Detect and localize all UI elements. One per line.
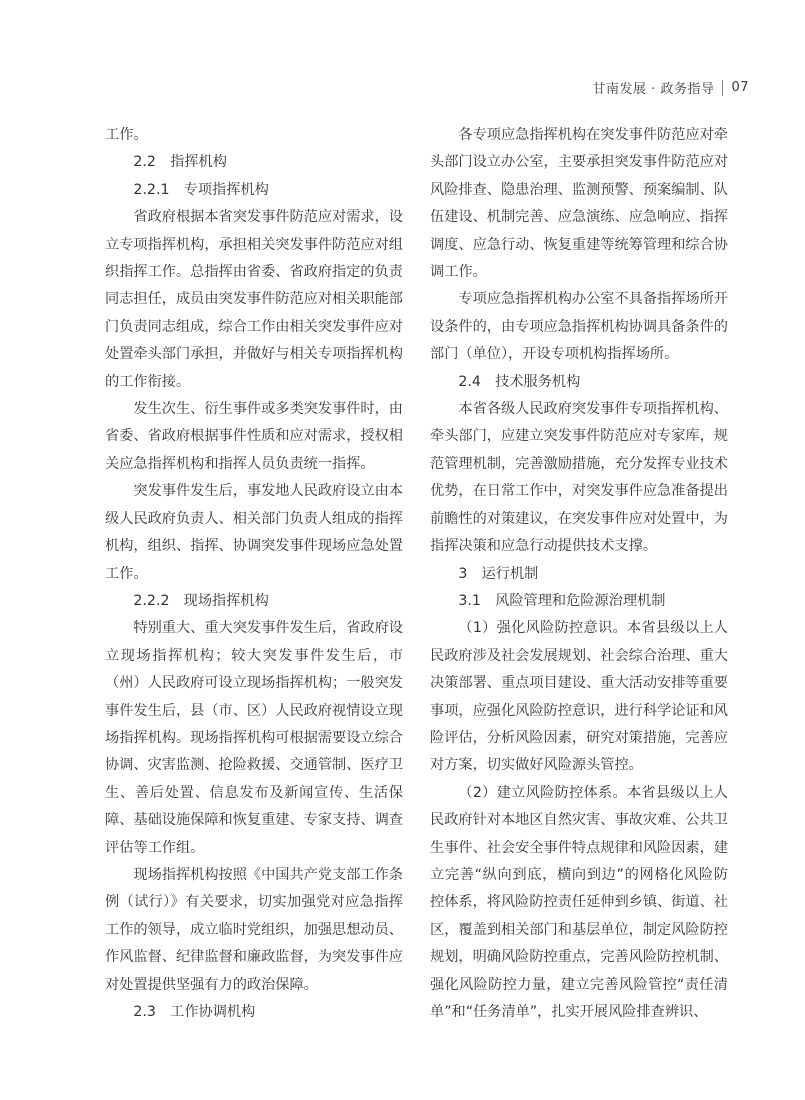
paragraph: 发生次生、衍生事件或多类突发事件时，由省委、省政府根据事件性质和应对需求，授权相关应急指挥机构和指挥人员负责统一指挥。 bbox=[105, 401, 403, 472]
section-heading: 2.4 技术服务机构 bbox=[458, 373, 581, 390]
running-header bbox=[593, 78, 749, 97]
paragraph: 各专项应急指挥机构在突发事件防范应对牵头部门设立办公室，主要承担突发事件防范应对风险排查、隐患治理、监测预警、预案编制、队伍建设、机制完善、应急演练、应急响应、指挥调度、应急行动、恢复重建等统筹管理和综合协调工作。 bbox=[430, 127, 728, 281]
page-number: 07 bbox=[731, 80, 749, 95]
header-title: 甘南发展 · 政务指导 bbox=[592, 82, 715, 97]
paragraph: 专项应急指挥机构办公室不具备指挥场所开设条件的，由专项应急指挥机构协调具备条件的部门（单位），开设专项机构指挥场所。 bbox=[430, 291, 728, 363]
paragraph: 省政府根据本省突发事件防范应对需求，设立专项指挥机构，承担相关突发事件防范应对组织指挥工作。总指挥由省委、省政府指定的负责同志担任，成员由突发事件防范应对相关职能部门负责同志组成，综合工作由相关突发事件应对处置牵头部门承担，并做好与相关专项指挥机构的工作衔接。 bbox=[105, 209, 403, 390]
section-heading: 2.2 指挥机构 bbox=[133, 154, 227, 171]
paragraph: 特别重大、重大突发事件发生后，省政府设立现场指挥机构；较大突发事件发生后，市（州）人民政府可设立现场指挥机构；一般突发事件发生后，县（市、区）人民政府视情设立现场指挥机构。现场指挥机构可根据需要设立综合协调、灾害监测、抢险救援、交通管制、医疗卫生、善后处置、信息发布及新闻宣传、生活保障、基础设施保障和恢复重建、专家支持、调查评估等工作组。 bbox=[105, 620, 403, 856]
section-heading: 2.2.2 现场指挥机构 bbox=[133, 592, 269, 609]
section-heading: 3 运行机制 bbox=[458, 565, 539, 582]
paragraph: 突发事件发生后，事发地人民政府设立由本级人民政府负责人、相关部门负责人组成的指挥机构，组织、指挥、协调突发事件现场应急处置工作。 bbox=[105, 483, 403, 582]
section-heading: 2.3 工作协调机构 bbox=[133, 1004, 256, 1020]
section-heading: 3.1 风险管理和危险源治理机制 bbox=[458, 592, 666, 609]
left-column bbox=[105, 122, 403, 1026]
right-column bbox=[430, 122, 728, 1026]
paragraph: （1）强化风险防控意识。本省县级以上人民政府涉及社会发展规划、社会综合治理、重大决策部署、重点项目建设、重大活动安排等重要事项，应强化风险防控意识，进行科学论证和风险评估，分析风险因素，研究对策措施，完善应对方案，切实做好风险源头管控。 bbox=[430, 620, 728, 774]
paragraph: 本省各级人民政府突发事件专项指挥机构、牵头部门，应建立突发事件防范应对专家库，规范管理机制，完善激励措施，充分发挥专业技术优势，在日常工作中，对突发事件应急准备提出前瞻性的对策建议，在突发事件应对处置中，为指挥决策和应急行动提供技术支撑。 bbox=[430, 401, 728, 555]
header-divider bbox=[722, 80, 723, 96]
paragraph: （2）建立风险防控体系。本省县级以上人民政府针对本地区自然灾害、事故灾难、公共卫生事件、社会安全事件特点规律和风险因素，建立完善“纵向到底，横向到边”的网格化风险防控体系，将风险防控责任延伸到乡镇、街道、社区，覆盖到相关部门和基层单位，制定风险防控规划，明确风险防控重点，完善风险防控机制、强化风险防控力量，建立完善风险管控“责任清单”和“任务清单”，扎实开展风险排查辨识、 bbox=[430, 784, 728, 1020]
section-heading: 2.2.1 专项指挥机构 bbox=[133, 181, 269, 198]
paragraph: 现场指挥机构按照《中国共产党支部工作条例（试行）》有关要求，切实加强党对应急指挥工作的领导，成立临时党组织，加强思想动员、作风监督、纪律监督和廉政监督，为突发事件应对处置提供坚强有力的政治保障。 bbox=[105, 866, 403, 993]
paragraph-continuation: 工作。 bbox=[105, 127, 148, 143]
